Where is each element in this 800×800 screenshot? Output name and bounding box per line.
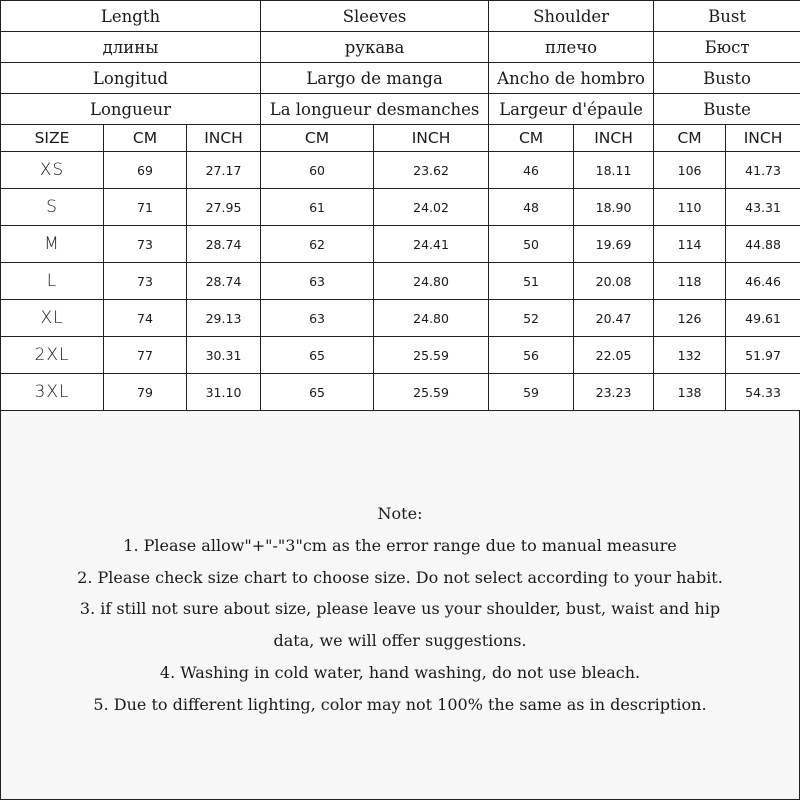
note-line-3: 3. if still not sure about size, please leave us your shoulder, bust, waist and hip xyxy=(79,599,721,619)
note-line-3-continued: data, we will offer suggestions. xyxy=(273,631,527,651)
bust-inch-cell: 46.46 xyxy=(726,263,800,300)
shoulder-cm-cell: 56 xyxy=(489,337,574,374)
table-row xyxy=(1,152,800,189)
length-cm-cell: 74 xyxy=(104,300,187,337)
shoulder-cm-cell: 59 xyxy=(489,374,574,411)
shoulder-cm-cell: 46 xyxy=(489,152,574,189)
column-header-bust-inch: INCH xyxy=(726,125,800,152)
notes-section xyxy=(0,498,800,721)
shoulder-inch-cell: 20.08 xyxy=(574,263,654,300)
shoulder-inch-cell: 18.11 xyxy=(574,152,654,189)
bust-cm-cell: 110 xyxy=(654,189,726,226)
column-header-sleeves-cm: CM xyxy=(261,125,374,152)
length-cm-cell: 73 xyxy=(104,226,187,263)
size-cell: S xyxy=(1,189,104,226)
header-shoulder: Shoulder xyxy=(489,1,654,32)
bust-inch-cell: 51.97 xyxy=(726,337,800,374)
sleeves-inch-cell: 25.59 xyxy=(374,374,489,411)
header-row-french xyxy=(1,94,800,125)
header-length: Longueur xyxy=(1,94,261,125)
header-length: длины xyxy=(1,32,261,63)
sleeves-cm-cell: 65 xyxy=(261,337,374,374)
header-bust: Busto xyxy=(654,63,800,94)
header-sleeves: Largo de manga xyxy=(261,63,489,94)
bust-cm-cell: 106 xyxy=(654,152,726,189)
length-cm-cell: 77 xyxy=(104,337,187,374)
shoulder-inch-cell: 22.05 xyxy=(574,337,654,374)
bust-cm-cell: 138 xyxy=(654,374,726,411)
notes-title: Note: xyxy=(377,504,423,523)
bust-inch-cell: 54.33 xyxy=(726,374,800,411)
table-row xyxy=(1,226,800,263)
length-cm-cell: 79 xyxy=(104,374,187,411)
header-length: Longitud xyxy=(1,63,261,94)
header-shoulder: плечо xyxy=(489,32,654,63)
length-cm-cell: 69 xyxy=(104,152,187,189)
column-header-shoulder-inch: INCH xyxy=(574,125,654,152)
shoulder-cm-cell: 52 xyxy=(489,300,574,337)
shoulder-inch-cell: 23.23 xyxy=(574,374,654,411)
size-cell: XS xyxy=(1,152,104,189)
column-header-bust-cm: CM xyxy=(654,125,726,152)
table-row xyxy=(1,189,800,226)
column-header-size: SIZE xyxy=(1,125,104,152)
header-shoulder: Ancho de hombro xyxy=(489,63,654,94)
note-line-1: 1. Please allow"+"-"3"cm as the error range due to manual measure xyxy=(123,535,677,555)
bust-inch-cell: 44.88 xyxy=(726,226,800,263)
column-header-length-inch: INCH xyxy=(187,125,261,152)
note-line-2: 2. Please check size chart to choose size. Do not select according to your habit. xyxy=(77,567,723,587)
bust-inch-cell: 49.61 xyxy=(726,300,800,337)
header-sleeves: Sleeves xyxy=(261,1,489,32)
size-cell: 2XL xyxy=(1,337,104,374)
shoulder-inch-cell: 18.90 xyxy=(574,189,654,226)
length-inch-cell: 29.13 xyxy=(187,300,261,337)
bust-inch-cell: 41.73 xyxy=(726,152,800,189)
length-inch-cell: 28.74 xyxy=(187,226,261,263)
column-header-length-cm: CM xyxy=(104,125,187,152)
table-row xyxy=(1,337,800,374)
sleeves-cm-cell: 61 xyxy=(261,189,374,226)
table-row xyxy=(1,263,800,300)
length-inch-cell: 31.10 xyxy=(187,374,261,411)
table-row xyxy=(1,374,800,411)
sleeves-cm-cell: 63 xyxy=(261,263,374,300)
sleeves-inch-cell: 24.80 xyxy=(374,300,489,337)
sleeves-cm-cell: 65 xyxy=(261,374,374,411)
length-inch-cell: 27.17 xyxy=(187,152,261,189)
shoulder-inch-cell: 20.47 xyxy=(574,300,654,337)
header-sleeves: рукава xyxy=(261,32,489,63)
header-shoulder: Largeur d'épaule xyxy=(489,94,654,125)
bust-cm-cell: 126 xyxy=(654,300,726,337)
bust-cm-cell: 118 xyxy=(654,263,726,300)
size-cell: XL xyxy=(1,300,104,337)
column-header-shoulder-cm: CM xyxy=(489,125,574,152)
length-cm-cell: 71 xyxy=(104,189,187,226)
header-row-spanish xyxy=(1,63,800,94)
length-inch-cell: 30.31 xyxy=(187,337,261,374)
shoulder-cm-cell: 50 xyxy=(489,226,574,263)
header-row-english xyxy=(1,1,800,32)
sleeves-inch-cell: 24.80 xyxy=(374,263,489,300)
length-inch-cell: 28.74 xyxy=(187,263,261,300)
bust-cm-cell: 114 xyxy=(654,226,726,263)
table-row xyxy=(1,300,800,337)
sleeves-cm-cell: 63 xyxy=(261,300,374,337)
sleeves-cm-cell: 60 xyxy=(261,152,374,189)
length-cm-cell: 73 xyxy=(104,263,187,300)
bust-inch-cell: 43.31 xyxy=(726,189,800,226)
header-row-russian xyxy=(1,32,800,63)
header-bust: Bust xyxy=(654,1,800,32)
bust-cm-cell: 132 xyxy=(654,337,726,374)
column-header-sleeves-inch: INCH xyxy=(374,125,489,152)
header-bust: Buste xyxy=(654,94,800,125)
unit-header-row xyxy=(1,125,800,152)
sleeves-inch-cell: 24.41 xyxy=(374,226,489,263)
sleeves-inch-cell: 23.62 xyxy=(374,152,489,189)
note-line-5: 5. Due to different lighting, color may not 100% the same as in description. xyxy=(93,694,707,714)
header-sleeves: La longueur desmanches xyxy=(261,94,489,125)
header-length: Length xyxy=(1,1,261,32)
length-inch-cell: 27.95 xyxy=(187,189,261,226)
shoulder-cm-cell: 48 xyxy=(489,189,574,226)
shoulder-inch-cell: 19.69 xyxy=(574,226,654,263)
note-line-4: 4. Washing in cold water, hand washing, do not use bleach. xyxy=(159,662,641,682)
size-cell: 3XL xyxy=(1,374,104,411)
header-bust: Бюст xyxy=(654,32,800,63)
sleeves-inch-cell: 24.02 xyxy=(374,189,489,226)
sleeves-cm-cell: 62 xyxy=(261,226,374,263)
size-cell: L xyxy=(1,263,104,300)
size-cell: M xyxy=(1,226,104,263)
shoulder-cm-cell: 51 xyxy=(489,263,574,300)
sleeves-inch-cell: 25.59 xyxy=(374,337,489,374)
